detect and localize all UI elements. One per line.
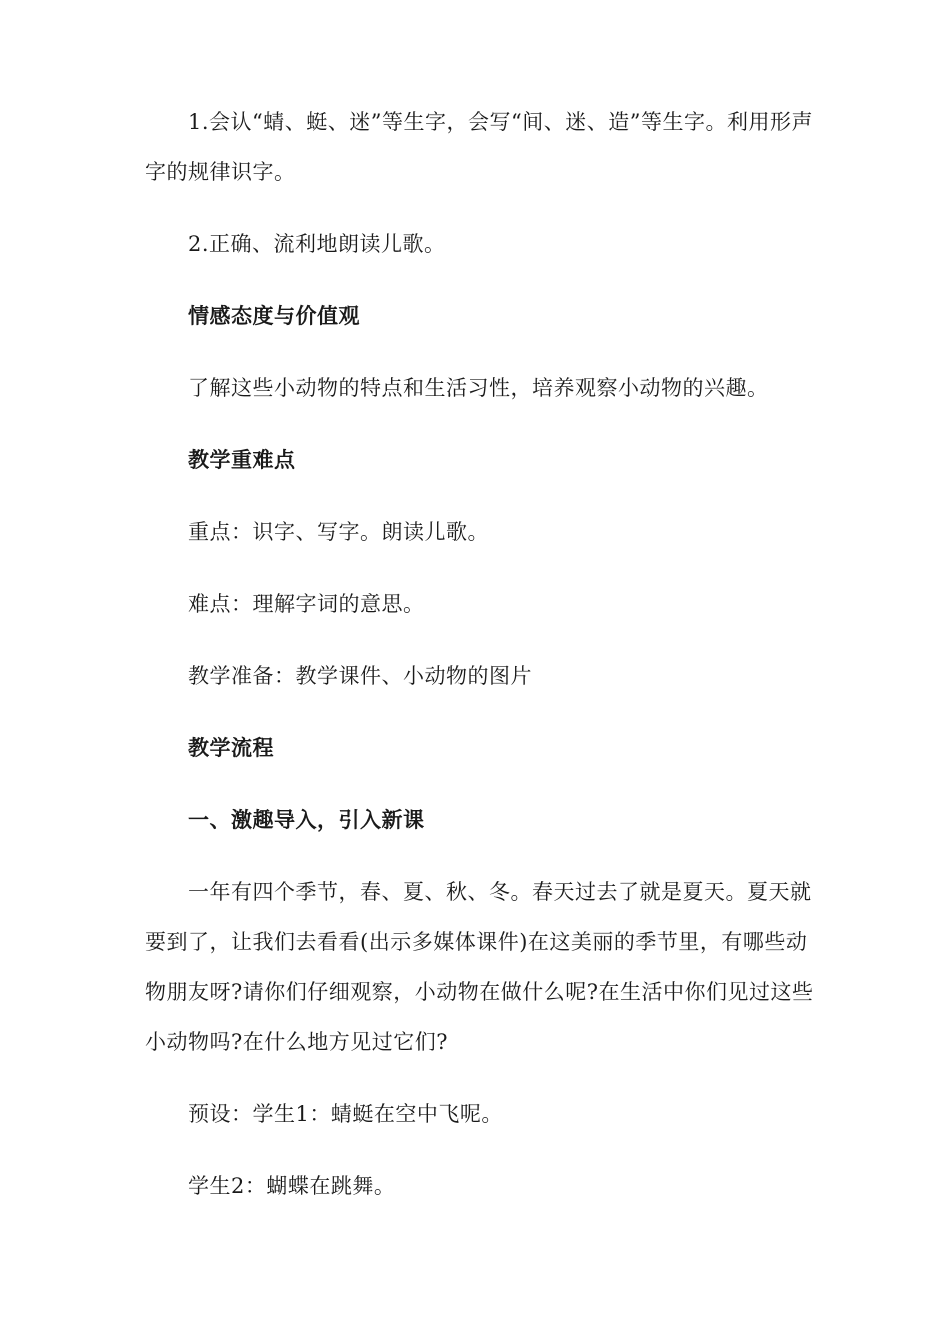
teaching-preparation-paragraph: 教学准备：教学课件、小动物的图片: [188, 664, 532, 688]
difficult-point-paragraph: 难点：理解字词的意思。: [188, 592, 425, 616]
introduction-paragraph: 一年有四个季节，春、夏、秋、冬。春天过去了就是夏天。夏天就要到了，让我们去看看(出示多媒体课件)在这美丽的季节里，有哪些动物朋友呀?请你们仔细观察，小动物在做什么呢?在生活中你们见过这些小动物吗?在什么地方见过它们?: [145, 880, 814, 1054]
section-heading-teaching-process: 教学流程: [188, 736, 274, 760]
key-point-paragraph: 重点：识字、写字。朗读儿歌。: [188, 520, 489, 544]
preset-student-1-paragraph: 预设：学生1：蜻蜓在空中飞呢。: [188, 1102, 503, 1126]
emotion-values-paragraph: 了解这些小动物的特点和生活习性，培养观察小动物的兴趣。: [188, 376, 769, 400]
objective-2-paragraph: 2.正确、流利地朗读儿歌。: [188, 232, 446, 256]
objective-1-paragraph: 1.会认“蜻、蜓、迷”等生字，会写“间、迷、造”等生字。利用形声字的规律识字。: [145, 110, 813, 184]
student-2-paragraph: 学生2：蝴蝶在跳舞。: [188, 1174, 396, 1198]
section-heading-emotion-values: 情感态度与价值观: [188, 304, 360, 328]
section-heading-key-difficult-points: 教学重难点: [188, 448, 296, 472]
section-heading-introduction: 一、激趣导入，引入新课: [188, 808, 425, 832]
